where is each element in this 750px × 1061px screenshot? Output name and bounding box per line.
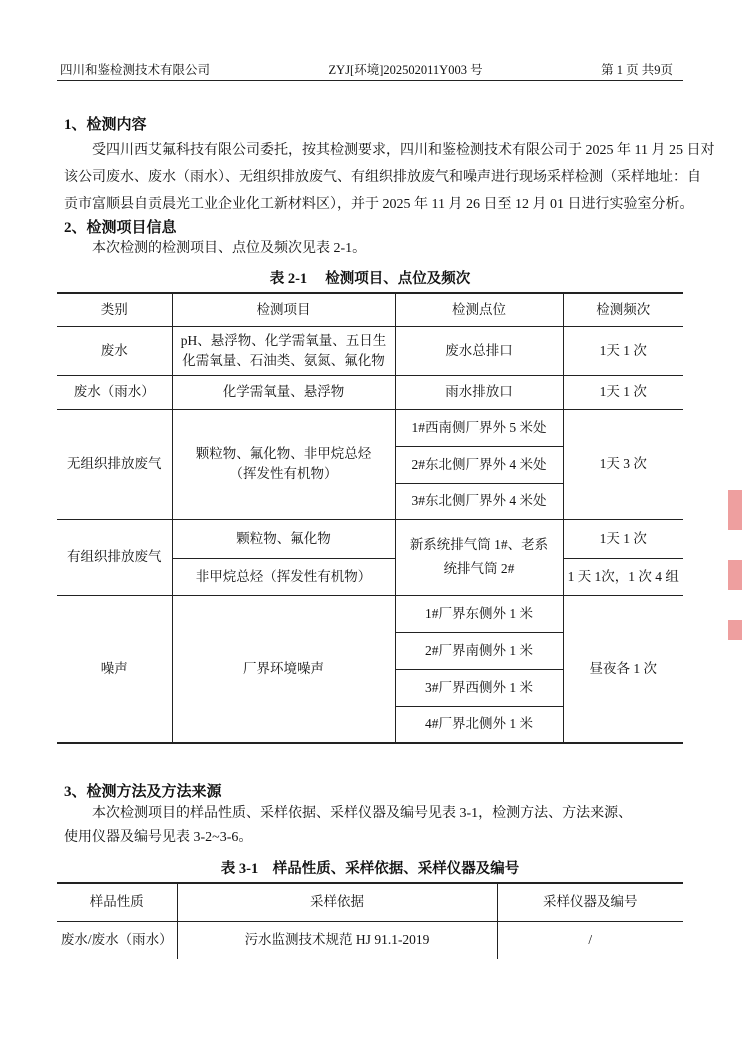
cell: 废水总排口 [395,326,563,375]
cell: 废水（雨水） [57,375,172,409]
cell: pH、悬浮物、化学需氧量、五日生化需氧量、石油类、氨氮、氟化物 [172,326,395,375]
cell: 2#东北侧厂界外 4 米处 [395,446,563,483]
section3-title: 3、检测方法及方法来源 [64,784,222,800]
cell: 新系统排气筒 1#、老系统排气筒 2# [395,519,563,595]
para-line: 受四川西艾氟科技有限公司委托，按其检测要求，四川和鉴检测技术有限公司于 2025 年 11 月 25 日对 [92,143,715,158]
cell: 废水 [57,326,172,375]
col-header: 采样依据 [177,883,497,921]
para-line: 本次检测项目的样品性质、采样依据、采样仪器及编号见表 3-1，检测方法、方法来源、 [92,806,633,821]
section2-title: 2、检测项目信息 [64,220,177,236]
cell: 1天 1 次 [563,326,683,375]
cell: 有组织排放废气 [57,519,172,595]
table-header-row [57,293,683,326]
stamp-fragment [728,620,742,640]
cell: 非甲烷总烃（挥发性有机物） [172,558,395,595]
cell: 1天 1 次 [563,519,683,558]
para-line: 贡市富顺县自贡晨光工业企业化工新材料区），并于 2025 年 11 月 26 日至 12 月 01 日进行实验室分析。 [64,197,694,212]
cell: 化学需氧量、悬浮物 [172,375,395,409]
col-header: 采样仪器及编号 [497,883,683,921]
page-header [57,60,683,81]
cell: 噪声 [57,595,172,743]
para-line: 使用仪器及编号见表 3-2~3-6。 [64,830,253,845]
col-header: 检测频次 [563,293,683,326]
cell: 颗粒物、氟化物、非甲烷总烃（挥发性有机物） [172,409,395,519]
col-header: 样品性质 [57,883,177,921]
cell: 1 天 1次，1 次 4 组 [563,558,683,595]
cell: 昼夜各 1 次 [563,595,683,743]
section3-paragraph [57,802,683,850]
header-company: 四川和鉴检测技术有限公司 [60,63,211,77]
table31-caption: 表 3-1 样品性质、采样依据、采样仪器及编号 [220,861,520,877]
cell: 颗粒物、氟化物 [172,519,395,558]
col-header: 检测项目 [172,293,395,326]
header-page: 第 1 页 共9页 [601,63,673,77]
stamp-fragment [728,560,742,590]
cell: 无组织排放废气 [57,409,172,519]
cell: 1天 1 次 [563,375,683,409]
header-report-no: ZYJ[环境]202502011Y003 号 [328,63,483,77]
table-3-1 [57,882,683,959]
cell: 4#厂界北侧外 1 米 [395,706,563,743]
cell: 污水监测技术规范 HJ 91.1-2019 [177,921,497,959]
table-row [57,519,683,558]
para-line: 该公司废水、废水（雨水）、无组织排放废气、有组织排放废气和噪声进行现场采样检测（采样地址：自 [64,170,701,185]
table-row [57,409,683,446]
col-header: 检测点位 [395,293,563,326]
cell: 厂界环境噪声 [172,595,395,743]
table-header-row [57,883,683,921]
cell: 3#厂界西侧外 1 米 [395,669,563,706]
cell: 雨水排放口 [395,375,563,409]
table-row [57,375,683,409]
stamp-fragment [728,490,742,530]
section2-text: 本次检测的检测项目、点位及频次见表 2-1。 [92,241,367,256]
cell: 废水/废水（雨水） [57,921,177,959]
section1-paragraph [57,137,715,218]
table-row [57,595,683,632]
cell: / [497,921,683,959]
cell: 3#东北侧厂界外 4 米处 [395,483,563,519]
cell: 1#厂界东侧外 1 米 [395,595,563,632]
cell: 1#西南侧厂界外 5 米处 [395,409,563,446]
table-row [57,326,683,375]
cell: 2#厂界南侧外 1 米 [395,632,563,669]
cell: 1天 3 次 [563,409,683,519]
col-header: 类别 [57,293,172,326]
table21-caption: 表 2-1 检测项目、点位及频次 [269,271,471,287]
table-2-1 [57,292,683,744]
section2-paragraph [57,238,683,260]
section1-title: 1、检测内容 [64,117,147,133]
table-row [57,921,683,959]
